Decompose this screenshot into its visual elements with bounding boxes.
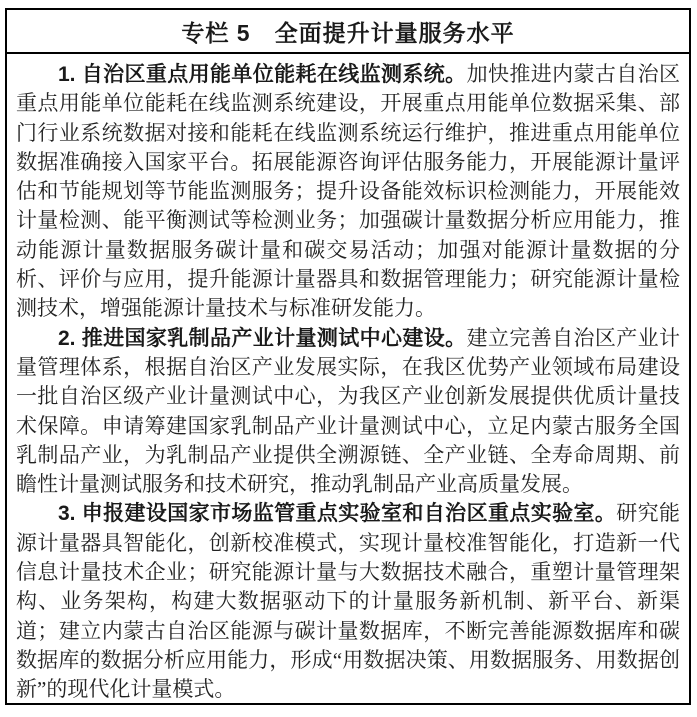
paragraph-3-text: 研究能源计量器具智能化，创新校准模式，实现计量校准智能化，打造新一代信息计量技术企业；研究能源计量与大数据技术融合，重塑计量管理架构、业务架构，构建大数据驱动下的计量服务新机制、新平台、新渠道；建立内蒙古自治区能源与碳计量数据库，不断完善能源数据库和碳数据库的数据分析应用能力，形成“用数据决策、用数据服务、用数据创新”的现代化计量模式。 — [16, 501, 680, 702]
paragraph-dairy-metrology-center — [16, 324, 680, 500]
paragraph-key-laboratories — [16, 499, 680, 704]
column-box — [5, 8, 691, 705]
column-title-bar — [7, 10, 689, 54]
paragraph-energy-monitoring — [16, 60, 680, 324]
paragraph-2-lead: 2. 推进国家乳制品产业计量测试中心建设。 — [58, 326, 467, 350]
paragraph-2-text: 建立完善自治区产业计量管理体系，根据自治区产业发展实际，在我区优势产业领域布局建设一批自治区级产业计量测试中心，为我区产业创新发展提供优质计量技术保障。申请筹建国家乳制品产业计量测试中心，立足内蒙古服务全国乳制品产业，为乳制品产业提供全溯源链、全产业链、全寿命周期、前瞻性计量测试服务和技术研究，推动乳制品产业高质量发展。 — [16, 325, 680, 497]
column-body — [7, 54, 689, 705]
paragraph-1-lead: 1. 自治区重点用能单位能耗在线监测系统。 — [58, 63, 467, 86]
paragraph-3-lead: 3. 申报建设国家市场监管重点实验室和自治区重点实验室。 — [58, 502, 617, 526]
page-title: 专栏 5 全面提升计量服务水平 — [181, 19, 515, 46]
paragraph-1-text: 加快推进内蒙古自治区重点用能单位能耗在线监测系统建设，开展重点用能单位数据采集、部门行业系统数据对接和能耗在线监测系统运行维护，推进重点用能单位数据准确接入国家平台。拓展能源咨询评估服务能力，开展能源计量评估和节能规划等节能监测服务；提升设备能效标识检测能力，开展能效计量检测、能平衡测试等检测业务；加强碳计量数据分析应用能力，推动能源计量数据服务碳计量和碳交易活动；加强对能源计量数据的分析、评价与应用，提升能源计量器具和数据管理能力；研究能源计量检测技术，增强能源计量技术与标准研发能力。 — [16, 62, 680, 321]
